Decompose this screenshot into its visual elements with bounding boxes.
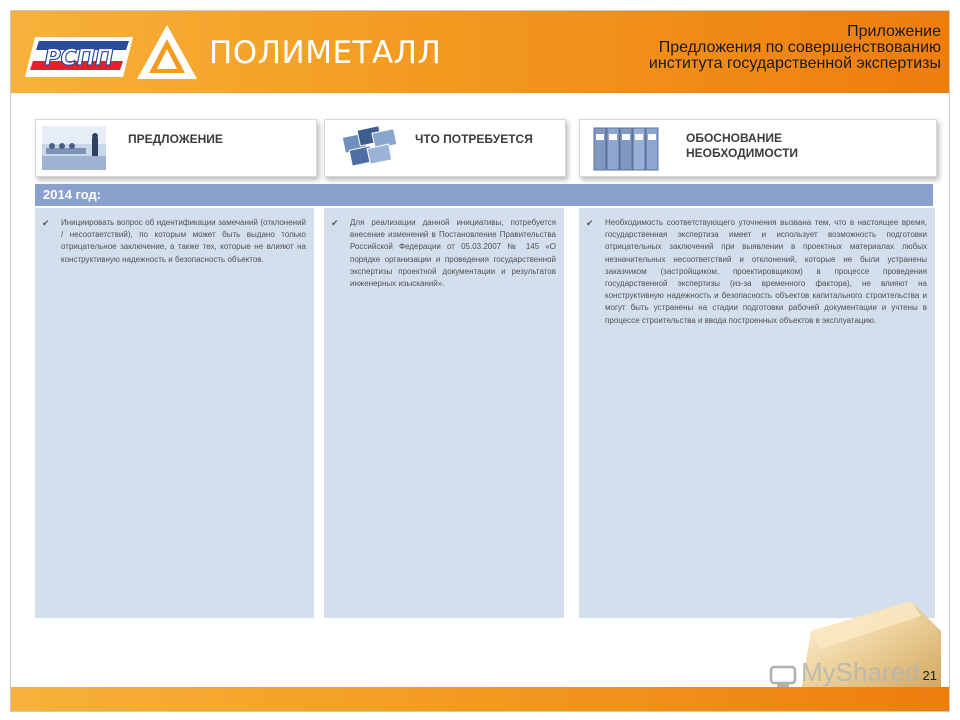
card-proposal (35, 119, 317, 177)
card-label (686, 131, 798, 161)
page-title (649, 24, 941, 72)
checkmark-icon: ✔ (42, 218, 50, 228)
checkmark-icon: ✔ (331, 218, 339, 228)
item-text: Инициировать вопрос об идентификации замечаний (отклонений / несоответствий), по которым может быть выдано только отрицательное заключение, а также тех, которые не влияют на конструктивную надежность и безопасность объектов. (61, 218, 306, 264)
header-banner (11, 11, 949, 93)
brand-name: ПОЛИМЕТАЛЛ (209, 35, 442, 71)
card-label-line-1: ОБОСНОВАНИЕ (686, 131, 782, 145)
binders-photo-icon (592, 124, 662, 172)
column-justification (579, 208, 935, 618)
card-label: ЧТО ПОТРЕБУЕТСЯ (415, 132, 533, 146)
documents-photo-icon (337, 124, 403, 172)
watermark-text: MyShared (801, 657, 920, 687)
item-text: Необходимость соответствующего уточнения вызвана тем, что в настоящее время, государственная экспертиза имеет и использует возможность подготовки отрицательных заключений при выявлении в проектных материалах любых незначительных несоответствий и отклонений, которые не были устранены заказчиком (застройщиком, проектировщиком) в процессе проведения государственной экспертизы (из-за временного фактора), не влияют на конструктивную надежность и безопасность объектов капитального строительства и могут быть устранены на стадии подготовки рабочей документации и учтены в процессе строительства и ввода построенных объектов в эксплуатацию. (605, 218, 927, 325)
list-item (332, 217, 556, 290)
year-bar (35, 184, 933, 206)
title-line-1: Приложение (847, 23, 941, 40)
column-requirements (324, 208, 564, 618)
page-number: 21 (922, 668, 937, 683)
rspp-logo (25, 33, 133, 81)
footer-bar (11, 687, 949, 711)
list-item (43, 217, 306, 266)
list-item (587, 217, 927, 327)
slide (10, 10, 950, 712)
rspp-logo-text: РСПП (44, 46, 114, 71)
year-label: 2014 год: (43, 187, 102, 202)
watermark-icon (769, 661, 797, 689)
title-line-2: Предложения по совершенствованию (658, 39, 941, 56)
card-label: ПРЕДЛОЖЕНИЕ (128, 132, 223, 146)
polymetal-logo-icon (135, 23, 199, 81)
checkmark-icon: ✔ (586, 218, 594, 228)
card-requirements (324, 119, 566, 177)
card-label-line-2: НЕОБХОДИМОСТИ (686, 146, 799, 160)
column-proposal (35, 208, 314, 618)
item-text: Для реализации данной инициативы, потребуется внесение изменений в Постановление Правительства Российской Федерации от 05.03.2007 № 145 «О порядке организации и проведения государственной экспертизы проектной документации и результатов инженерных изысканий». (350, 218, 556, 289)
meeting-photo-icon (42, 126, 106, 170)
card-justification (579, 119, 937, 177)
title-line-3: института государственной экспертизы (648, 55, 941, 72)
